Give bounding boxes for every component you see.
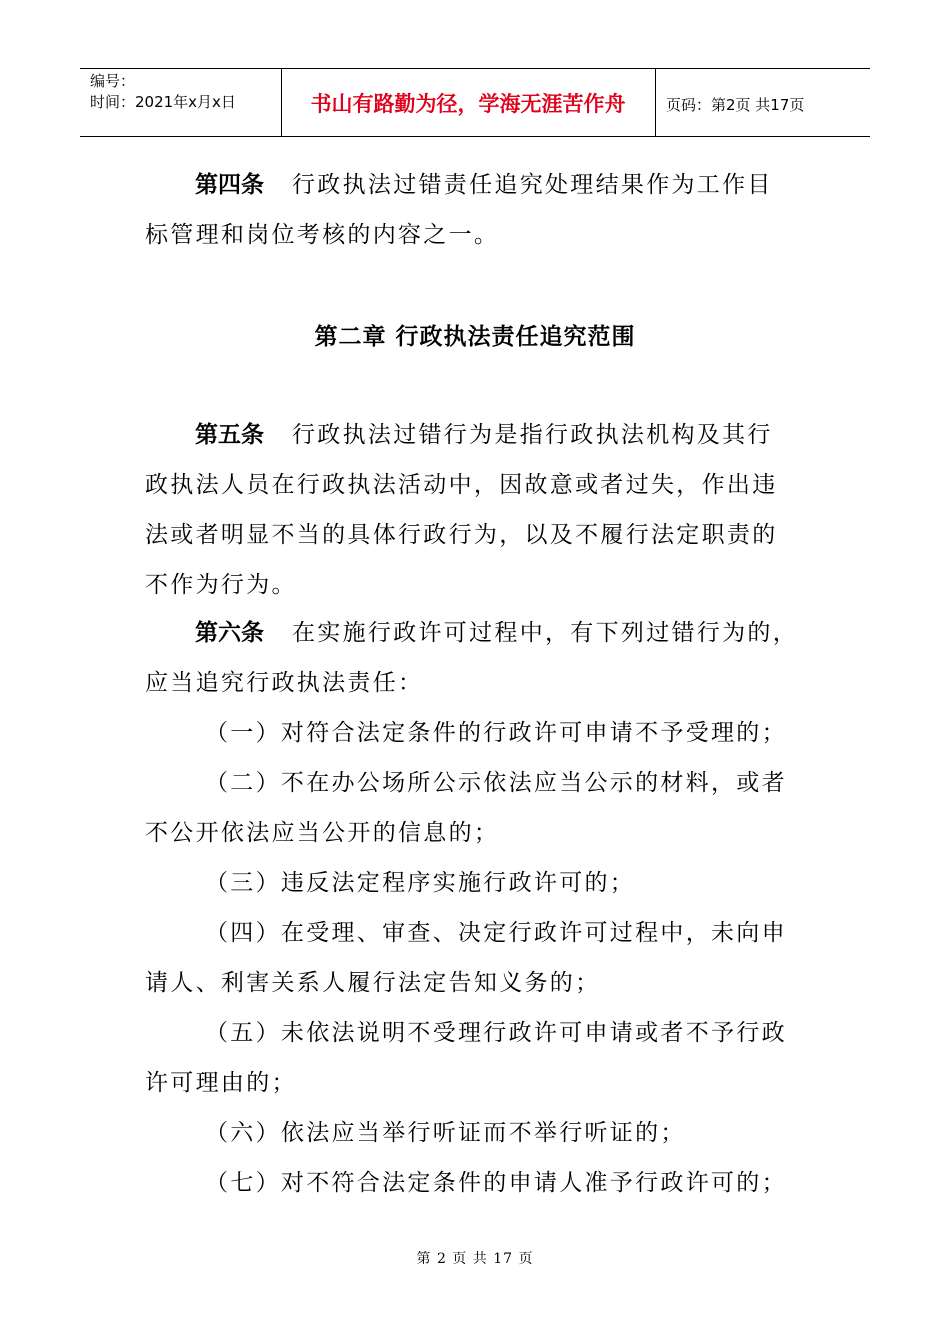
list-item: （七）对不符合法定条件的申请人准予行政许可的； [205, 1170, 787, 1196]
document-number-label: 编号： [90, 72, 136, 90]
article-4-title: 第四条 [195, 172, 264, 198]
header-divider-left [281, 68, 282, 136]
header-divider-right [655, 68, 656, 136]
article-5-line-4: 不作为行为。 [145, 572, 297, 598]
article-5-line-3: 法或者明显不当的具体行政行为，以及不履行法定职责的 [145, 522, 778, 548]
list-item: （三）违反法定程序实施行政许可的； [205, 870, 636, 896]
article-5-title: 第五条 [195, 422, 264, 448]
chapter-heading: 第二章 行政执法责任追究范围 [314, 324, 636, 350]
list-item: （五）未依法说明不受理行政许可申请或者不予行政 [205, 1020, 787, 1046]
page-footer: 第 2 页 共 17 页 [416, 1251, 534, 1267]
article-5 [145, 410, 795, 610]
list-item: （一）对符合法定条件的行政许可申请不予受理的； [205, 720, 787, 746]
article-5-line-2: 政执法人员在行政执法活动中，因故意或者过失，作出违 [145, 472, 778, 498]
article-4-line-2: 标管理和岗位考核的内容之一。 [145, 222, 500, 248]
article-6-title: 第六条 [195, 620, 264, 646]
article-6 [145, 608, 798, 1208]
list-item: （二）不在办公场所公示依法应当公示的材料，或者 [205, 770, 787, 796]
list-item-continuation: 许可理由的； [145, 1070, 297, 1096]
list-item: （四）在受理、审查、决定行政许可过程中，未向申 [205, 920, 787, 946]
article-6-line-2: 应当追究行政执法责任： [145, 670, 424, 696]
article-5-line-1: 第五条 行政执法过错行为是指行政执法机构及其行 [195, 422, 773, 448]
list-item-continuation: 不公开依法应当公开的信息的； [145, 820, 500, 846]
header-page-info: 页码：第2页 共17页 [666, 96, 805, 114]
header-top-rule [80, 68, 870, 69]
document-date: 时间：2021年x月x日 [90, 93, 236, 111]
article-6-line-1: 第六条 在实施行政许可过程中，有下列过错行为的， [195, 620, 798, 646]
header-motto: 书山有路勤为径，学海无涯苦作舟 [310, 92, 626, 116]
article-4-line-1: 第四条 行政执法过错责任追究处理结果作为工作目 [195, 172, 773, 198]
article-4 [145, 160, 795, 260]
list-item: （六）依法应当举行听证而不举行听证的； [205, 1120, 686, 1146]
list-item-continuation: 请人、利害关系人履行法定告知义务的； [145, 970, 601, 996]
header-bottom-rule [80, 136, 870, 137]
